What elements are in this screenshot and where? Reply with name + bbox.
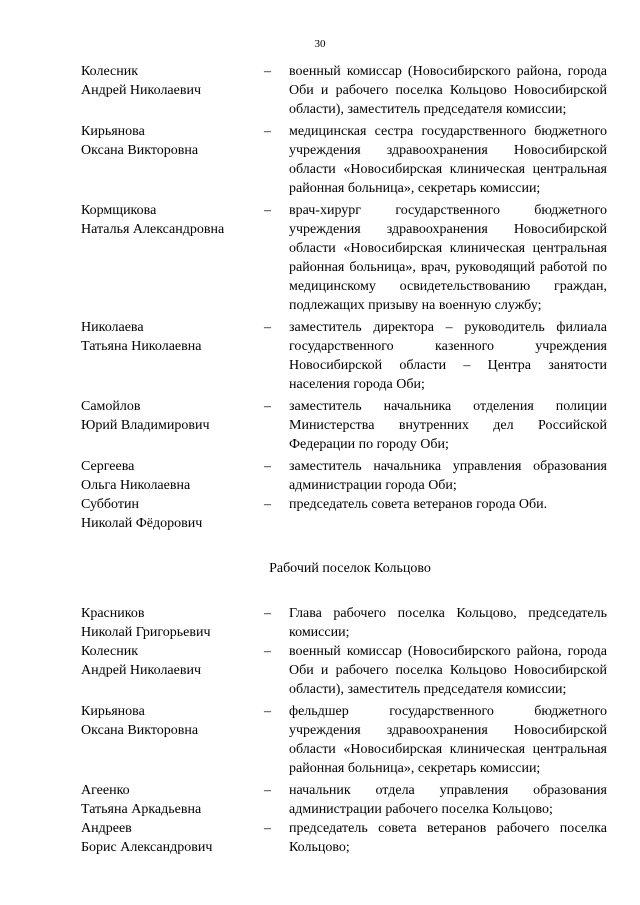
member-entry [81,318,607,394]
member-entry [81,122,607,198]
member-role: Глава рабочего поселка Кольцово, председатель комиссии; [289,606,607,640]
member-surname: Колесник [81,644,139,659]
member-surname: Кормщикова [81,203,157,218]
member-surname: Субботин [81,497,139,512]
dash-separator: – [264,459,271,474]
member-role: заместитель начальника отделения полиции Министерства внутренних дел Российской Федерации по городу Оби; [289,399,607,452]
member-entry [81,457,607,495]
member-given-name: Наталья Александровна [81,222,225,237]
member-role: военный комиссар (Новосибирского района, города Оби и рабочего поселка Кольцово Новосибирской области), заместитель председателя комиссии; [289,64,607,117]
dash-separator: – [264,203,271,218]
dash-separator: – [264,320,271,335]
member-entry [81,781,607,819]
member-name [81,604,262,642]
member-given-name: Борис Александрович [81,840,213,855]
member-role: военный комиссар (Новосибирского района, города Оби и рабочего поселка Кольцово Новосибирской области), заместитель председателя комиссии; [289,644,607,697]
member-entry [81,397,607,454]
member-name [81,819,262,857]
member-entry [81,62,607,119]
dash-separator: – [264,497,271,512]
member-role: заместитель начальника управления образования администрации города Оби; [289,459,607,493]
member-name [81,642,262,699]
member-given-name: Оксана Викторовна [81,143,199,158]
section-title: Рабочий поселок Кольцово [269,561,431,576]
dash-separator: – [264,644,271,659]
dash-separator: – [264,704,271,719]
member-role: врач-хирург государственного бюджетного учреждения здравоохранения Новосибирской области «Новосибирская клиническая центральная районная больница», врач, руководящий работой по медицинскому освидетельствованию граждан, подлежащих призыву на военную службу; [289,203,607,313]
member-surname: Кирьянова [81,124,145,139]
member-name [81,781,262,819]
member-given-name: Оксана Викторовна [81,723,199,738]
dash-separator: – [264,64,271,79]
member-name [81,495,262,533]
member-entry [81,702,607,778]
member-surname: Красников [81,606,145,621]
member-surname: Самойлов [81,399,141,414]
member-given-name: Николай Григорьевич [81,625,211,640]
member-entry [81,604,607,642]
member-role: медицинская сестра государственного бюджетного учреждения здравоохранения Новосибирской области «Новосибирская клиническая центральная районная больница», секретарь комиссии; [289,124,607,196]
member-role: фельдшер государственного бюджетного учреждения здравоохранения Новосибирской области «Новосибирская клиническая центральная районная больница», секретарь комиссии; [289,704,607,776]
dash-separator: – [264,821,271,836]
member-name [81,318,262,394]
member-entry [81,819,607,857]
member-surname: Николаева [81,320,144,335]
member-surname: Сергеева [81,459,135,474]
dash-separator: – [264,606,271,621]
member-name [81,397,262,454]
dash-separator: – [264,399,271,414]
member-role: заместитель директора – руководитель филиала государственного казенного учреждения Новосибирской области – Центра занятости населения города Оби; [289,320,607,392]
member-given-name: Андрей Николаевич [81,83,201,98]
member-surname: Колесник [81,64,139,79]
member-given-name: Юрий Владимирович [81,418,210,433]
member-name [81,457,262,495]
member-surname: Андреев [81,821,132,836]
member-role: председатель совета ветеранов города Оби. [289,497,548,512]
member-name [81,201,262,315]
member-name [81,702,262,778]
dash-separator: – [264,783,271,798]
page-number: 30 [314,38,326,50]
document-body [81,62,607,860]
member-entry [81,495,607,533]
member-role: председатель совета ветеранов рабочего поселка Кольцово; [289,821,607,855]
member-surname: Кирьянова [81,704,145,719]
member-entry [81,642,607,699]
member-given-name: Татьяна Николаевна [81,339,202,354]
member-name [81,122,262,198]
member-name [81,62,262,119]
member-given-name: Ольга Николаевна [81,478,191,493]
member-surname: Агеенко [81,783,130,798]
member-given-name: Андрей Николаевич [81,663,201,678]
member-role: начальник отдела управления образования администрации рабочего поселка Кольцово; [289,783,607,817]
member-given-name: Николай Фёдорович [81,516,203,531]
member-given-name: Татьяна Аркадьевна [81,802,202,817]
member-entry [81,201,607,315]
dash-separator: – [264,124,271,139]
